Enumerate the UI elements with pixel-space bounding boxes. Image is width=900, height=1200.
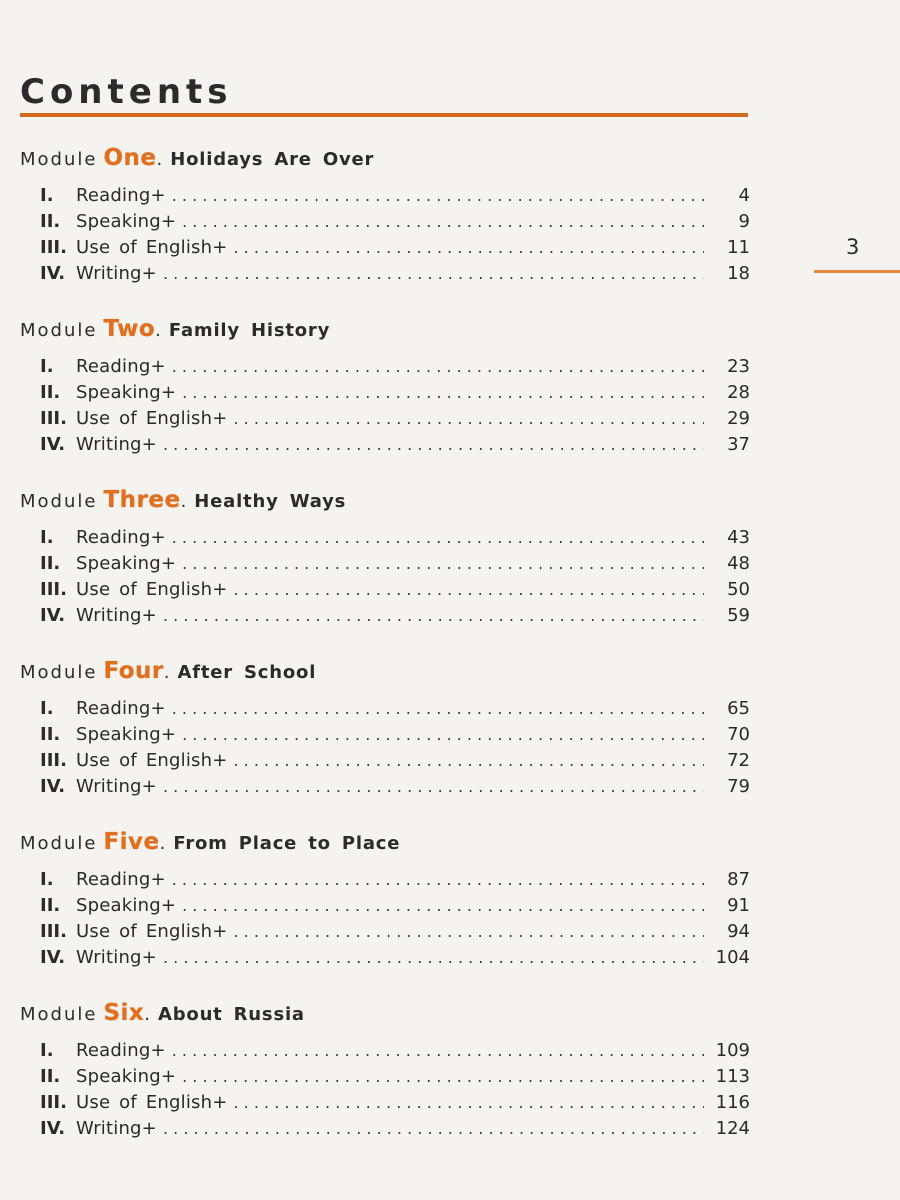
toc-entry [20, 1038, 750, 1064]
module-word: Module [20, 1004, 98, 1025]
toc-entry [20, 183, 750, 209]
entry-page-number: 11 [727, 237, 750, 258]
entry-page-number: 109 [715, 1040, 750, 1061]
module-title: About Russia [157, 1004, 305, 1025]
toc-entry [20, 354, 750, 380]
entry-label: Speaking+ [76, 211, 177, 232]
module-number-period: . [156, 149, 163, 170]
entry-label: Speaking+ [76, 895, 177, 916]
module-section [20, 145, 750, 287]
entry-label: Use of English+ [76, 408, 228, 429]
module-entries [20, 867, 750, 971]
module-section [20, 316, 750, 458]
module-number-period: . [155, 320, 161, 341]
entry-page-number: 9 [738, 211, 750, 232]
side-tab-rule [814, 270, 900, 273]
entry-page-number: 104 [715, 947, 750, 968]
entry-roman-numeral: II. [40, 895, 61, 916]
entry-roman-numeral: II. [40, 553, 61, 574]
module-section [20, 487, 750, 629]
entry-page-number: 113 [715, 1066, 750, 1087]
dot-leader [234, 235, 705, 261]
entry-page-number: 37 [727, 434, 750, 455]
entry-label: Use of English+ [76, 237, 228, 258]
entry-page-number: 72 [727, 750, 750, 771]
entry-roman-numeral: IV. [40, 947, 66, 968]
entry-label: Reading+ [76, 185, 166, 206]
entry-page-number: 87 [727, 869, 750, 890]
toc-entry [20, 261, 750, 287]
module-number: Six [103, 1000, 145, 1026]
page-title: Contents [20, 72, 233, 112]
dot-leader [172, 525, 704, 551]
toc-entry [20, 603, 750, 629]
toc-entry [20, 722, 750, 748]
entry-label: Writing+ [76, 947, 157, 968]
entry-roman-numeral: II. [40, 1066, 61, 1087]
dot-leader [182, 551, 704, 577]
toc-entry [20, 1116, 750, 1142]
module-entries [20, 1038, 750, 1142]
dot-leader [234, 748, 705, 774]
dot-leader [234, 919, 705, 945]
dot-leader [172, 867, 704, 893]
entry-page-number: 79 [727, 776, 750, 797]
entry-roman-numeral: I. [40, 698, 54, 719]
module-title: Holidays Are Over [170, 149, 375, 170]
module-title: Family History [168, 320, 331, 341]
title-underline [20, 113, 748, 117]
entry-roman-numeral: II. [40, 382, 61, 403]
module-section [20, 829, 750, 971]
entry-label: Use of English+ [76, 750, 228, 771]
entry-roman-numeral: I. [40, 185, 54, 206]
toc-entry [20, 235, 750, 261]
dot-leader [163, 1116, 704, 1142]
entry-page-number: 70 [727, 724, 750, 745]
entry-roman-numeral: II. [40, 211, 61, 232]
entry-page-number: 23 [727, 356, 750, 377]
module-number: Four [103, 658, 164, 684]
dot-leader [234, 1090, 705, 1116]
dot-leader [163, 774, 704, 800]
toc-entry [20, 945, 750, 971]
module-number-period: . [180, 491, 187, 512]
entry-roman-numeral: IV. [40, 776, 66, 797]
entry-roman-numeral: IV. [40, 263, 66, 284]
entry-page-number: 18 [727, 263, 750, 284]
entry-roman-numeral: III. [40, 750, 67, 771]
module-word: Module [20, 149, 98, 170]
entry-page-number: 59 [727, 605, 750, 626]
entry-roman-numeral: I. [40, 356, 54, 377]
entry-roman-numeral: IV. [40, 1118, 66, 1139]
entry-label: Reading+ [76, 698, 166, 719]
toc-entry [20, 696, 750, 722]
module-word: Module [20, 491, 98, 512]
toc-entry [20, 774, 750, 800]
entry-label: Speaking+ [76, 382, 177, 403]
dot-leader [163, 261, 704, 287]
toc-entry [20, 748, 750, 774]
dot-leader [172, 183, 704, 209]
dot-leader [182, 1064, 704, 1090]
entry-page-number: 28 [727, 382, 750, 403]
module-title: Healthy Ways [194, 491, 347, 512]
module-word: Module [20, 320, 98, 341]
entry-roman-numeral: IV. [40, 434, 66, 455]
entry-label: Reading+ [76, 356, 166, 377]
entry-label: Writing+ [76, 263, 157, 284]
entry-page-number: 91 [727, 895, 750, 916]
entry-page-number: 124 [715, 1118, 750, 1139]
toc-entry [20, 1064, 750, 1090]
toc-entry [20, 380, 750, 406]
module-number-period: . [163, 662, 170, 683]
entry-label: Speaking+ [76, 553, 177, 574]
module-number: Three [103, 487, 181, 513]
module-entries [20, 696, 750, 800]
module-entries [20, 183, 750, 287]
toc-entry [20, 551, 750, 577]
dot-leader [172, 1038, 704, 1064]
entry-roman-numeral: IV. [40, 605, 66, 626]
entry-roman-numeral: III. [40, 237, 67, 258]
toc-entry [20, 893, 750, 919]
module-number: Five [103, 829, 160, 855]
module-number: Two [103, 316, 156, 342]
dot-leader [234, 406, 705, 432]
entry-roman-numeral: III. [40, 579, 67, 600]
page-number: 3 [846, 235, 860, 259]
entry-label: Use of English+ [76, 579, 228, 600]
dot-leader [163, 945, 704, 971]
entry-page-number: 4 [738, 185, 750, 206]
entry-page-number: 50 [727, 579, 750, 600]
module-number-period: . [144, 1004, 150, 1025]
toc-entry [20, 209, 750, 235]
entry-label: Speaking+ [76, 724, 177, 745]
entry-page-number: 48 [727, 553, 750, 574]
dot-leader [172, 354, 704, 380]
entry-page-number: 43 [727, 527, 750, 548]
module-entries [20, 354, 750, 458]
entry-page-number: 65 [727, 698, 750, 719]
toc-entry [20, 525, 750, 551]
entry-label: Reading+ [76, 869, 166, 890]
entry-roman-numeral: III. [40, 921, 67, 942]
entry-label: Speaking+ [76, 1066, 177, 1087]
entry-roman-numeral: I. [40, 527, 54, 548]
module-section [20, 1000, 750, 1142]
dot-leader [163, 432, 704, 458]
module-heading [20, 658, 750, 684]
toc-entry [20, 406, 750, 432]
entry-label: Use of English+ [76, 1092, 228, 1113]
dot-leader [182, 893, 704, 919]
entry-page-number: 29 [727, 408, 750, 429]
module-word: Module [20, 833, 98, 854]
dot-leader [182, 380, 704, 406]
module-section [20, 658, 750, 800]
entry-label: Writing+ [76, 605, 157, 626]
toc-entry [20, 919, 750, 945]
dot-leader [163, 603, 704, 629]
entry-roman-numeral: III. [40, 408, 67, 429]
module-title: After School [177, 662, 317, 683]
toc-entry [20, 577, 750, 603]
entry-roman-numeral: I. [40, 869, 54, 890]
entry-label: Writing+ [76, 434, 157, 455]
dot-leader [172, 696, 704, 722]
module-heading [20, 487, 750, 513]
entry-roman-numeral: I. [40, 1040, 54, 1061]
module-number: One [103, 145, 157, 171]
module-heading [20, 1000, 750, 1026]
module-heading [20, 145, 750, 171]
entry-label: Writing+ [76, 776, 157, 797]
module-heading [20, 316, 750, 342]
entry-label: Reading+ [76, 527, 166, 548]
module-title: From Place to Place [173, 833, 401, 854]
entry-label: Writing+ [76, 1118, 157, 1139]
toc-entry [20, 867, 750, 893]
module-number-period: . [159, 833, 166, 854]
module-heading [20, 829, 750, 855]
entry-page-number: 94 [727, 921, 750, 942]
entry-label: Use of English+ [76, 921, 228, 942]
entry-label: Reading+ [76, 1040, 166, 1061]
module-word: Module [20, 662, 98, 683]
toc-entry [20, 432, 750, 458]
dot-leader [182, 722, 704, 748]
entry-page-number: 116 [715, 1092, 750, 1113]
dot-leader [182, 209, 704, 235]
entry-roman-numeral: III. [40, 1092, 67, 1113]
dot-leader [234, 577, 705, 603]
entry-roman-numeral: II. [40, 724, 61, 745]
module-entries [20, 525, 750, 629]
toc-entry [20, 1090, 750, 1116]
